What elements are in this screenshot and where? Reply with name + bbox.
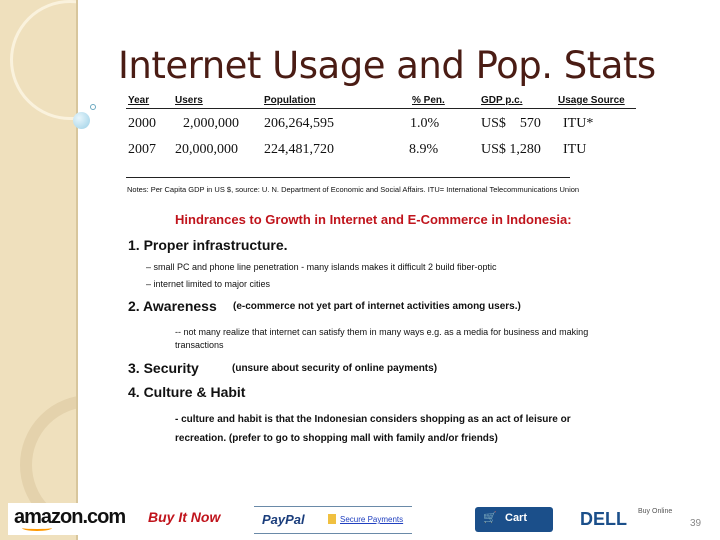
- buy-it-now-logo: Buy It Now: [148, 509, 221, 525]
- item-4-sub: - culture and habit is that the Indonesian considers shopping as an act of leisure or: [175, 414, 571, 425]
- item-4-sub: recreation. (prefer to go to shopping mall with family and/or friends): [175, 433, 498, 444]
- item-1-sub: – small PC and phone line penetration - many islands makes it difficult 2 build fiber-optic: [146, 262, 497, 272]
- amazon-smile-icon: [22, 525, 52, 531]
- table-note: Notes: Per Capita GDP in US $, source: U. N. Department of Economic and Social Affairs. ITU= International Telecommunications Union: [127, 185, 580, 194]
- cell: 206,264,595: [264, 116, 334, 131]
- page-number: 39: [690, 518, 702, 529]
- decorative-side-strip: [0, 0, 78, 540]
- item-3: 3. Security: [128, 360, 199, 376]
- cell: ITU*: [563, 116, 594, 131]
- cell: 2000: [128, 116, 156, 131]
- item-3-note: (unsure about security of online payments): [232, 363, 438, 374]
- bubble-decoration: [73, 112, 90, 129]
- amazon-logo-text: amazon.com: [14, 506, 126, 528]
- item-2: 2. Awareness: [128, 298, 217, 314]
- slide-title: Internet Usage and Pop. Stats: [118, 44, 656, 87]
- col-header-source: Usage Source: [558, 95, 625, 106]
- bubble-decoration: [90, 104, 96, 110]
- paypal-logo: PayPal: [262, 512, 305, 527]
- paypal-badge: [254, 506, 412, 534]
- item-4: 4. Culture & Habit: [128, 384, 246, 400]
- cell: 8.9%: [409, 142, 439, 157]
- header-underline: [126, 108, 636, 109]
- divider: [126, 177, 570, 178]
- section-heading: Hindrances to Growth in Internet and E-Commerce in Indonesia:: [175, 212, 572, 227]
- cell: ITU: [563, 142, 587, 157]
- item-2-sub: transactions: [175, 340, 224, 350]
- col-header-pen: % Pen.: [412, 95, 445, 106]
- amazon-logo: [8, 503, 128, 535]
- col-header-population: Population: [264, 95, 316, 106]
- secure-payments-link[interactable]: Secure Payments: [340, 515, 404, 524]
- cell: 2007: [128, 142, 156, 157]
- col-header-gdp: GDP p.c.: [481, 95, 523, 106]
- cell: US$ 570: [481, 116, 541, 131]
- item-2-sub: -- not many realize that internet can satisfy them in many ways e.g. as a media for business and making: [175, 327, 589, 337]
- item-2-note: (e-commerce not yet part of internet activities among users.): [233, 301, 521, 312]
- cell: US$ 1,280: [481, 142, 541, 157]
- cell: 2,000,000: [183, 116, 239, 131]
- cell: 224,481,720: [264, 142, 334, 157]
- dell-logo: DELL: [580, 509, 627, 529]
- cart-icon: 🛒: [483, 512, 497, 524]
- item-1-sub: – internet limited to major cities: [146, 279, 271, 289]
- buy-online-text: Buy Online: [638, 508, 673, 515]
- col-header-year: Year: [128, 95, 150, 106]
- cart-button[interactable]: [475, 507, 553, 532]
- col-header-users: Users: [175, 95, 203, 106]
- lock-icon: [328, 514, 336, 524]
- cell: 1.0%: [410, 116, 440, 131]
- cart-label: Cart: [505, 512, 528, 524]
- cell: 20,000,000: [175, 142, 238, 157]
- item-1: 1. Proper infrastructure.: [128, 237, 288, 253]
- arc-decoration: [10, 0, 78, 120]
